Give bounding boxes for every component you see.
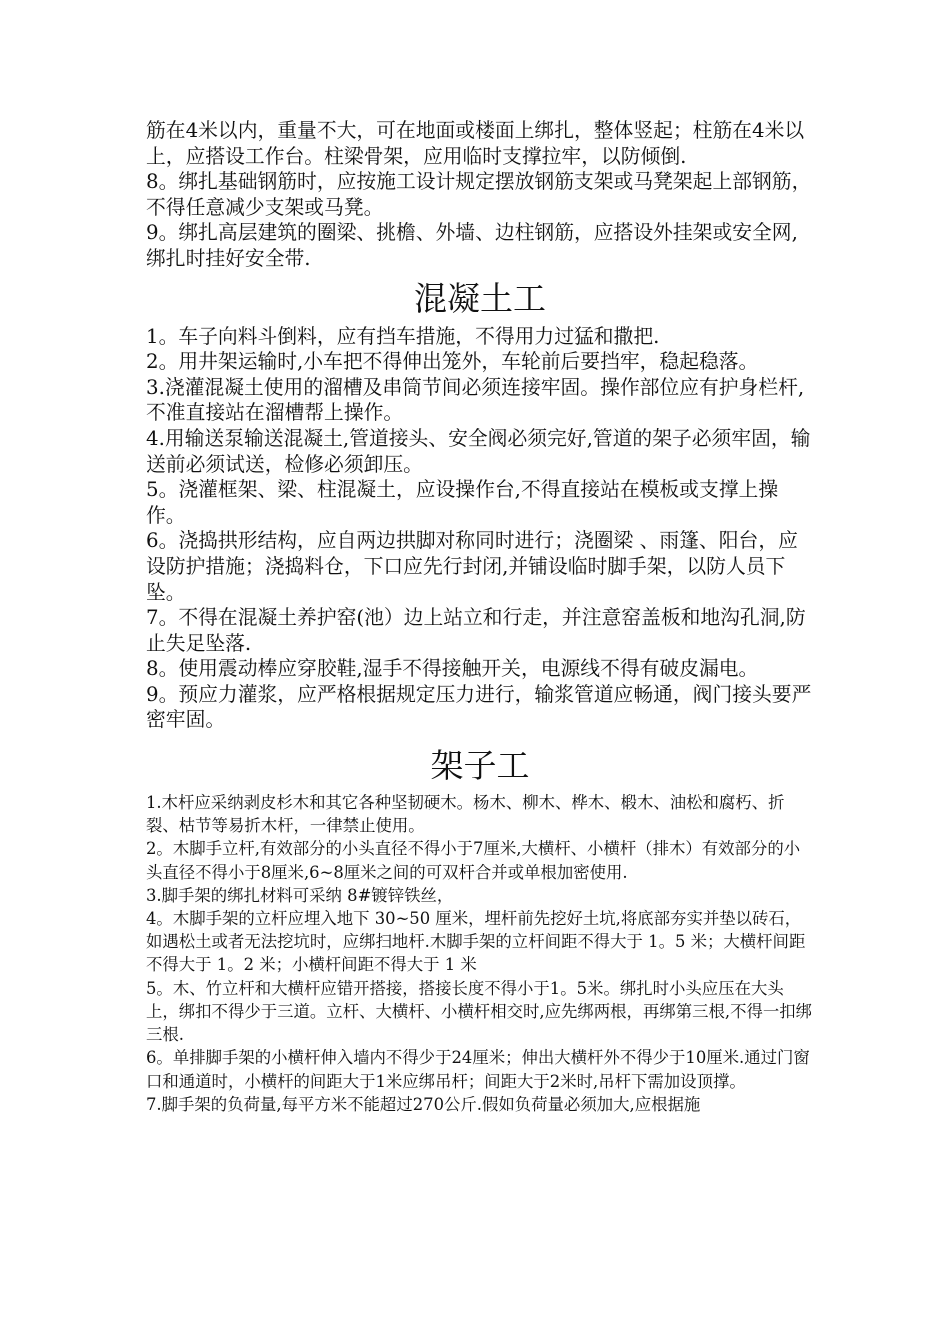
paragraph: 2。木脚手立杆,有效部分的小头直径不得小于7厘米,大横杆、小横杆（排木）有效部分的小头直径不得小于8厘米,6~8厘米之间的可双杆合并或单根加密使用. bbox=[146, 839, 801, 882]
section-heading-concrete: 混凝土工 bbox=[414, 278, 546, 318]
section-heading-scaffold: 架子工 bbox=[430, 746, 530, 786]
paragraph: 5。浇灌框架、梁、柱混凝土，应设操作台,不得直接站在模板或支撑上操作。 bbox=[146, 478, 779, 527]
paragraph: 9。绑扎高层建筑的圈梁、挑檐、外墙、边柱钢筋，应搭设外挂架或安全网,绑扎时挂好安全带. bbox=[146, 221, 798, 270]
paragraph: 7。不得在混凝土养护窑(池）边上站立和行走，并注意窑盖板和地沟孔洞,防止失足坠落. bbox=[146, 606, 806, 655]
paragraph: 5。木、竹立杆和大横杆应错开搭接，搭接长度不得小于1。5米。绑扎时小头应压在大头上，绑扣不得少于三道。立杆、大横杆、小横杆相交时,应先绑两根，再绑第三根,不得一扣绑三根. bbox=[146, 978, 813, 1045]
section-rebar bbox=[146, 118, 814, 272]
section-scaffold bbox=[146, 791, 814, 1116]
paragraph: 2。用井架运输时,小车把不得伸出笼外，车轮前后要挡牢，稳起稳落。 bbox=[146, 350, 759, 374]
paragraph: 9。预应力灌浆，应严格根据规定压力进行，输浆管道应畅通，阀门接头要严密牢固。 bbox=[146, 682, 812, 732]
paragraph: 3.脚手架的绑扎材料可采纳 8#镀锌铁丝， bbox=[146, 885, 454, 905]
document-page bbox=[146, 118, 814, 1116]
paragraph: 1.木杆应采纳剥皮杉木和其它各种坚韧硬木。杨木、柳木、桦木、椴木、油松和腐朽、折裂、枯节等易折木杆，一律禁止使用。 bbox=[146, 793, 785, 836]
paragraph: 7.脚手架的负荷量,每平方米不能超过270公斤.假如负荷量必须加大,应根据施 bbox=[146, 1094, 701, 1114]
paragraph: 6。浇捣拱形结构，应自两边拱脚对称同时进行；浇圈梁 、雨篷、阳台，应设防护措施；浇捣料仓，下口应先行封闭,并铺设临时脚手架，以防人员下坠。 bbox=[146, 529, 798, 604]
paragraph: 6。单排脚手架的小横杆伸入墙内不得少于24厘米；伸出大横杆外不得少于10厘米.通过门窗口和通道时，小横杆的间距大于1米应绑吊杆；间距大于2米时,吊杆下需加设顶撑。 bbox=[146, 1048, 810, 1091]
paragraph: 4.用输送泵输送混凝土,管道接头、安全阀必须完好,管道的架子必须牢固，输送前必须试送，检修必须卸压。 bbox=[146, 426, 811, 476]
paragraph: 8。使用震动棒应穿胶鞋,湿手不得接触开关，电源线不得有破皮漏电。 bbox=[146, 657, 759, 681]
paragraph: 筋在4米以内，重量不大，可在地面或楼面上绑扎，整体竖起；柱筋在4米以上，应搭设工作台。柱梁骨架，应用临时支撑拉牢，以防倾倒. bbox=[146, 119, 805, 168]
paragraph: 3.浇灌混凝土使用的溜槽及串筒节间必须连接牢固。操作部位应有护身栏杆,不准直接站在溜槽帮上操作。 bbox=[146, 375, 805, 425]
section-concrete bbox=[146, 324, 814, 734]
paragraph: 1。车子向料斗倒料，应有挡车措施，不得用力过猛和撒把. bbox=[146, 324, 660, 348]
paragraph: 8。绑扎基础钢筋时，应按施工设计规定摆放钢筋支架或马凳架起上部钢筋，不得任意减少支架或马凳。 bbox=[146, 170, 812, 219]
paragraph: 4。木脚手架的立杆应埋入地下 30~50 厘米，埋杆前先挖好土坑,将底部夯实并垫以砖石，如遇松土或者无法挖坑时，应绑扫地杆.木脚手架的立杆间距不得大于 1。5 米；大横杆间距不得大于 1。2 米；小横杆间距不得大于 1 米 bbox=[146, 909, 806, 975]
